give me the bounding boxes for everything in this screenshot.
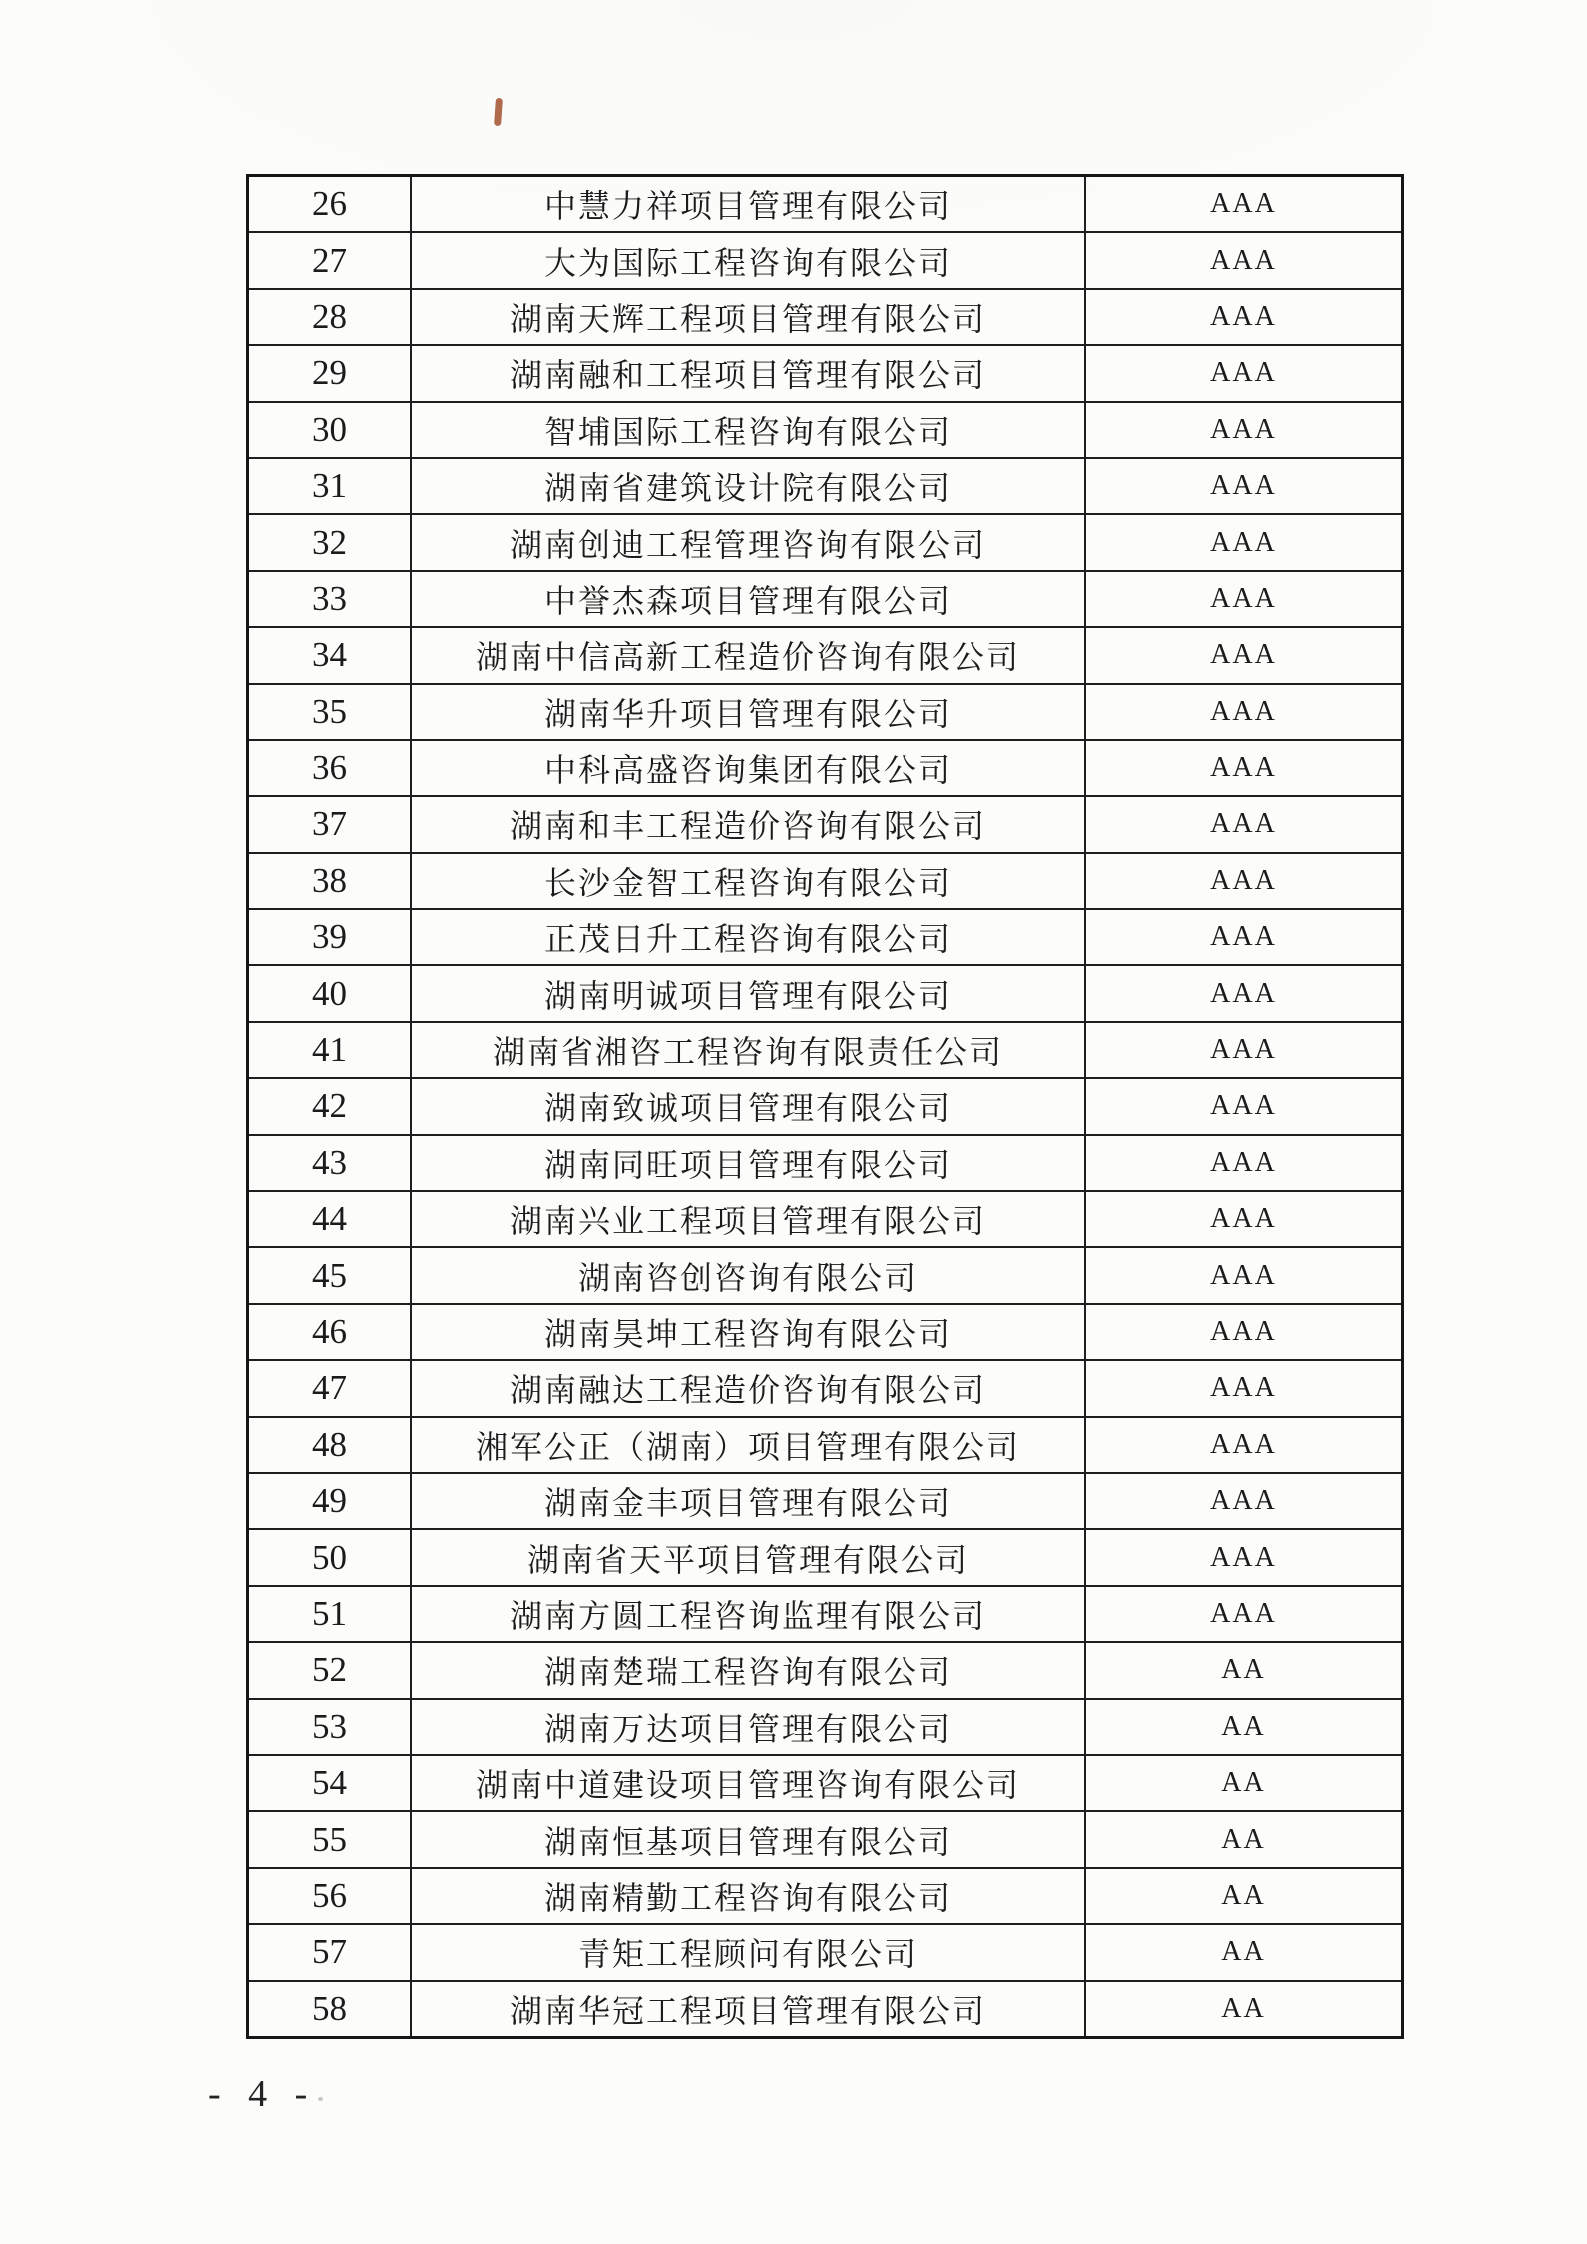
table-row: [248, 1586, 1403, 1642]
table-row: [248, 1811, 1403, 1867]
cell-name: 中慧力祥项目管理有限公司: [411, 176, 1085, 233]
cell-name: 湖南华升项目管理有限公司: [411, 684, 1085, 740]
cell-rating: AAA: [1085, 1360, 1403, 1416]
cell-no: 54: [248, 1755, 412, 1811]
cell-name: 湖南明诚项目管理有限公司: [411, 965, 1085, 1021]
cell-name: 湖南融和工程项目管理有限公司: [411, 345, 1085, 401]
cell-no: 52: [248, 1642, 412, 1698]
cell-rating: AAA: [1085, 740, 1403, 796]
cell-rating: AAA: [1085, 1191, 1403, 1247]
cell-no: 36: [248, 740, 412, 796]
table-row: [248, 176, 1403, 233]
cell-no: 28: [248, 289, 412, 345]
cell-name: 湖南昊坤工程咨询有限公司: [411, 1304, 1085, 1360]
cell-rating: AA: [1085, 1868, 1403, 1924]
table-row: [248, 232, 1403, 288]
credit-rating-table: [246, 174, 1404, 2039]
cell-no: 49: [248, 1473, 412, 1529]
cell-no: 34: [248, 627, 412, 683]
table-row: [248, 684, 1403, 740]
table-row: [248, 1473, 1403, 1529]
cell-name: 湖南万达项目管理有限公司: [411, 1699, 1085, 1755]
table-row: [248, 1417, 1403, 1473]
cell-no: 46: [248, 1304, 412, 1360]
rating-table-body: [248, 176, 1403, 2038]
table-row: [248, 345, 1403, 401]
table-row: [248, 796, 1403, 852]
cell-rating: AAA: [1085, 514, 1403, 570]
table-row: [248, 1642, 1403, 1698]
cell-rating: AA: [1085, 1699, 1403, 1755]
table-row: [248, 627, 1403, 683]
cell-name: 湖南和丰工程造价咨询有限公司: [411, 796, 1085, 852]
cell-name: 中誉杰森项目管理有限公司: [411, 571, 1085, 627]
cell-no: 32: [248, 514, 412, 570]
cell-name: 湘军公正（湖南）项目管理有限公司: [411, 1417, 1085, 1473]
table-row: [248, 1078, 1403, 1134]
table-row: [248, 1360, 1403, 1416]
cell-no: 43: [248, 1135, 412, 1191]
cell-rating: AAA: [1085, 853, 1403, 909]
cell-no: 45: [248, 1247, 412, 1303]
cell-no: 35: [248, 684, 412, 740]
cell-rating: AAA: [1085, 1473, 1403, 1529]
cell-rating: AAA: [1085, 909, 1403, 965]
cell-no: 40: [248, 965, 412, 1021]
cell-name: 湖南省湘咨工程咨询有限责任公司: [411, 1022, 1085, 1078]
cell-rating: AAA: [1085, 345, 1403, 401]
cell-name: 湖南精勤工程咨询有限公司: [411, 1868, 1085, 1924]
table-row: [248, 514, 1403, 570]
cell-no: 44: [248, 1191, 412, 1247]
cell-no: 42: [248, 1078, 412, 1134]
table-row: [248, 1924, 1403, 1980]
cell-no: 51: [248, 1586, 412, 1642]
table-row: [248, 1304, 1403, 1360]
cell-rating: AAA: [1085, 1022, 1403, 1078]
table-row: [248, 289, 1403, 345]
cell-name: 湖南方圆工程咨询监理有限公司: [411, 1586, 1085, 1642]
cell-no: 47: [248, 1360, 412, 1416]
cell-name: 青矩工程顾问有限公司: [411, 1924, 1085, 1980]
cell-name: 湖南致诚项目管理有限公司: [411, 1078, 1085, 1134]
cell-rating: AAA: [1085, 571, 1403, 627]
cell-rating: AAA: [1085, 232, 1403, 288]
cell-name: 湖南金丰项目管理有限公司: [411, 1473, 1085, 1529]
cell-rating: AAA: [1085, 1135, 1403, 1191]
page-number: - 4 -: [208, 2073, 317, 2115]
cell-name: 湖南中信高新工程造价咨询有限公司: [411, 627, 1085, 683]
table-row: [248, 1981, 1403, 2038]
table-row: [248, 740, 1403, 796]
cell-rating: AAA: [1085, 1304, 1403, 1360]
table-row: [248, 909, 1403, 965]
table-row: [248, 1135, 1403, 1191]
cell-no: 37: [248, 796, 412, 852]
cell-rating: AAA: [1085, 402, 1403, 458]
cell-no: 56: [248, 1868, 412, 1924]
table-row: [248, 1022, 1403, 1078]
cell-rating: AA: [1085, 1924, 1403, 1980]
cell-name: 湖南兴业工程项目管理有限公司: [411, 1191, 1085, 1247]
cell-rating: AAA: [1085, 796, 1403, 852]
cell-rating: AAA: [1085, 289, 1403, 345]
cell-rating: AAA: [1085, 627, 1403, 683]
table-row: [248, 853, 1403, 909]
cell-rating: AA: [1085, 1755, 1403, 1811]
cell-no: 33: [248, 571, 412, 627]
table-row: [248, 1529, 1403, 1585]
cell-rating: AAA: [1085, 1078, 1403, 1134]
cell-no: 53: [248, 1699, 412, 1755]
cell-name: 正茂日升工程咨询有限公司: [411, 909, 1085, 965]
cell-name: 湖南创迪工程管理咨询有限公司: [411, 514, 1085, 570]
cell-rating: AAA: [1085, 1417, 1403, 1473]
cell-rating: AA: [1085, 1981, 1403, 2038]
cell-name: 中科高盛咨询集团有限公司: [411, 740, 1085, 796]
table-row: [248, 1699, 1403, 1755]
table-row: [248, 571, 1403, 627]
cell-no: 30: [248, 402, 412, 458]
cell-name: 大为国际工程咨询有限公司: [411, 232, 1085, 288]
cell-rating: AA: [1085, 1811, 1403, 1867]
cell-no: 55: [248, 1811, 412, 1867]
cell-name: 湖南省建筑设计院有限公司: [411, 458, 1085, 514]
cell-no: 50: [248, 1529, 412, 1585]
cell-no: 58: [248, 1981, 412, 2038]
cell-name: 智埔国际工程咨询有限公司: [411, 402, 1085, 458]
cell-name: 湖南天辉工程项目管理有限公司: [411, 289, 1085, 345]
cell-name: 湖南华冠工程项目管理有限公司: [411, 1981, 1085, 2038]
cell-name: 湖南咨创咨询有限公司: [411, 1247, 1085, 1303]
scan-dot-icon: [318, 2097, 323, 2101]
cell-no: 57: [248, 1924, 412, 1980]
table-row: [248, 402, 1403, 458]
cell-name: 长沙金智工程咨询有限公司: [411, 853, 1085, 909]
cell-rating: AAA: [1085, 1247, 1403, 1303]
cell-rating: AAA: [1085, 1529, 1403, 1585]
cell-no: 31: [248, 458, 412, 514]
cell-name: 湖南同旺项目管理有限公司: [411, 1135, 1085, 1191]
cell-rating: AAA: [1085, 458, 1403, 514]
cell-rating: AA: [1085, 1642, 1403, 1698]
cell-rating: AAA: [1085, 1586, 1403, 1642]
cell-name: 湖南融达工程造价咨询有限公司: [411, 1360, 1085, 1416]
scan-speck-icon: [494, 98, 503, 126]
table-row: [248, 1755, 1403, 1811]
cell-no: 41: [248, 1022, 412, 1078]
cell-no: 26: [248, 176, 412, 233]
table-row: [248, 1247, 1403, 1303]
cell-no: 27: [248, 232, 412, 288]
cell-name: 湖南中道建设项目管理咨询有限公司: [411, 1755, 1085, 1811]
cell-name: 湖南省天平项目管理有限公司: [411, 1529, 1085, 1585]
cell-name: 湖南恒基项目管理有限公司: [411, 1811, 1085, 1867]
cell-no: 48: [248, 1417, 412, 1473]
cell-no: 29: [248, 345, 412, 401]
cell-rating: AAA: [1085, 176, 1403, 233]
cell-name: 湖南楚瑞工程咨询有限公司: [411, 1642, 1085, 1698]
table-row: [248, 1868, 1403, 1924]
cell-no: 38: [248, 853, 412, 909]
table-row: [248, 458, 1403, 514]
cell-rating: AAA: [1085, 684, 1403, 740]
table-row: [248, 965, 1403, 1021]
cell-no: 39: [248, 909, 412, 965]
table-row: [248, 1191, 1403, 1247]
cell-rating: AAA: [1085, 965, 1403, 1021]
